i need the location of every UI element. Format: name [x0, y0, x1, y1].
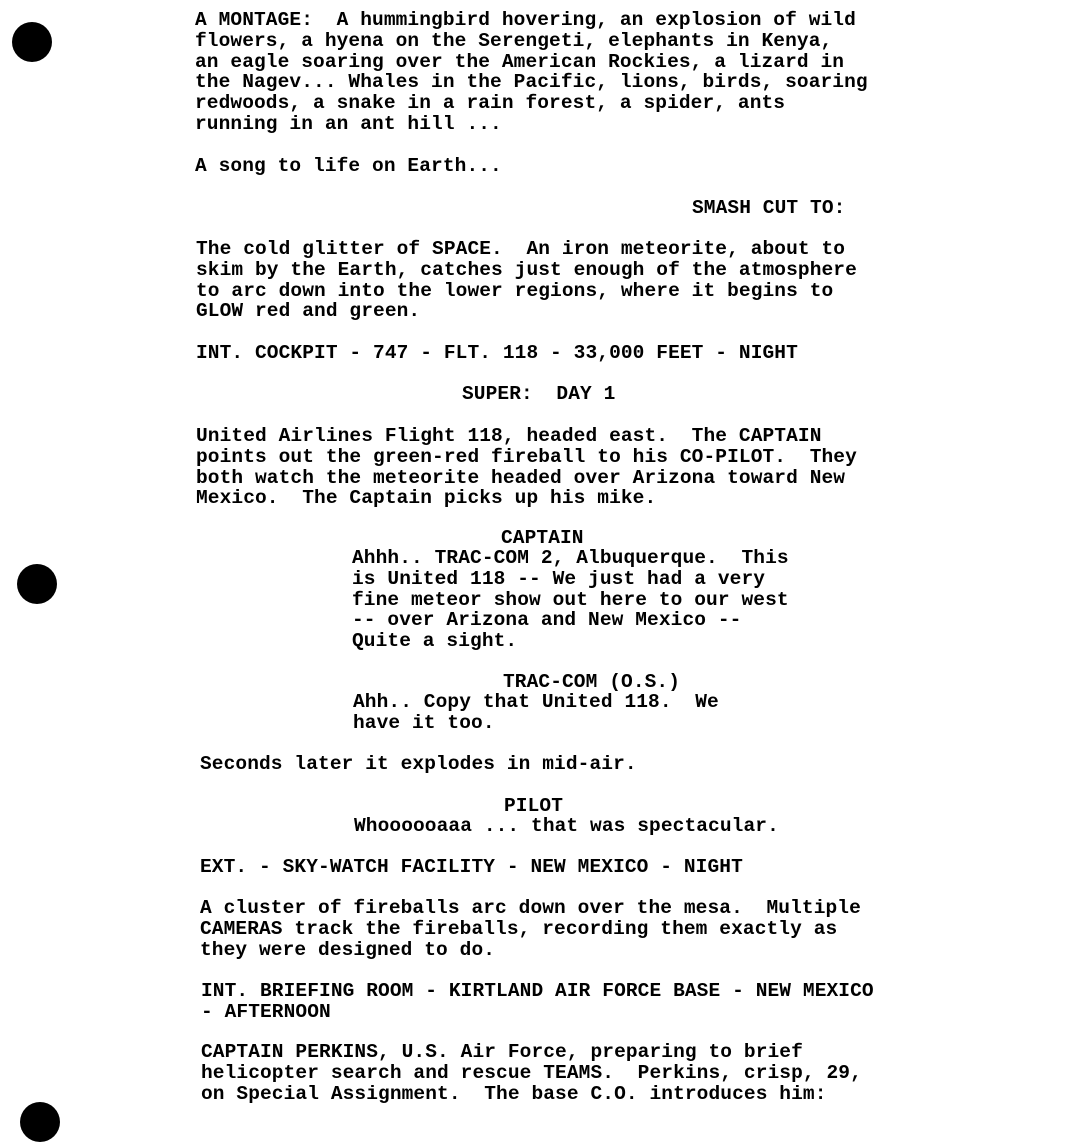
action-space — [196, 239, 857, 322]
dialogue-line: Ahh.. Copy that United 118. We — [353, 691, 719, 713]
action-line: skim by the Earth, catches just enough of the atmosphere — [196, 258, 857, 281]
slugline-line: - AFTERNOON — [201, 1000, 331, 1023]
action-line: helicopter search and rescue TEAMS. Perkins, crisp, 29, — [201, 1061, 862, 1084]
transition: SMASH CUT TO: — [692, 197, 846, 219]
dialogue-line: have it too. — [353, 711, 495, 734]
character-captain: CAPTAIN — [501, 527, 584, 549]
dialogue-line: fine meteor show out here to our west — [352, 588, 789, 611]
action-line: points out the green-red fireball to his CO-PILOT. They — [196, 445, 857, 468]
action-line: The cold glitter of SPACE. An iron meteorite, about to — [196, 238, 846, 260]
dialogue-traccom — [353, 692, 719, 734]
dialogue-line: -- over Arizona and New Mexico -- — [352, 609, 742, 632]
slugline-line: INT. BRIEFING ROOM - KIRTLAND AIR FORCE BASE - NEW MEXICO — [201, 980, 874, 1002]
action-line: on Special Assignment. The base C.O. introduces him: — [201, 1082, 827, 1105]
action-united — [196, 426, 857, 509]
action-line: A MONTAGE: A hummingbird hovering, an explosion of wild — [195, 9, 856, 31]
action-line: flowers, a hyena on the Serengeti, elephants in Kenya, — [195, 29, 833, 52]
action-line: redwoods, a snake in a rain forest, a spider, ants — [195, 92, 786, 115]
dialogue-pilot: Whoooooaaa ... that was spectacular. — [354, 815, 779, 837]
action-perkins — [201, 1042, 862, 1104]
action-line: Mexico. The Captain picks up his mike. — [196, 487, 657, 510]
dialogue-line: Quite a sight. — [352, 630, 518, 653]
action-line: both watch the meteorite headed over Arizona toward New — [196, 466, 846, 489]
punch-hole-middle — [17, 564, 57, 604]
action-line: GLOW red and green. — [196, 300, 421, 323]
action-line: A cluster of fireballs arc down over the mesa. Multiple — [200, 897, 861, 919]
action-line: United Airlines Flight 118, headed east. The CAPTAIN — [196, 425, 822, 447]
punch-hole-bottom — [20, 1102, 60, 1142]
action-montage — [195, 10, 868, 135]
action-line: an eagle soaring over the American Rockies, a lizard in — [195, 50, 845, 73]
slugline-cockpit: INT. COCKPIT - 747 - FLT. 118 - 33,000 FEET - NIGHT — [196, 342, 798, 364]
action-line: CAMERAS track the fireballs, recording them exactly as — [200, 917, 838, 940]
dialogue-line: Ahhh.. TRAC-COM 2, Albuquerque. This — [352, 547, 789, 569]
action-line: they were designed to do. — [200, 938, 496, 961]
super-title: SUPER: DAY 1 — [462, 383, 616, 405]
action-line: CAPTAIN PERKINS, U.S. Air Force, preparing to brief — [201, 1041, 803, 1063]
action-explodes: Seconds later it explodes in mid-air. — [200, 753, 637, 775]
action-line: running in an ant hill ... — [195, 112, 502, 135]
action-line: the Nagev... Whales in the Pacific, lions, birds, soaring — [195, 71, 868, 94]
character-pilot: PILOT — [504, 795, 564, 817]
action-line: to arc down into the lower regions, where it begins to — [196, 279, 834, 302]
dialogue-line: is United 118 -- We just had a very — [352, 567, 766, 590]
action-song: A song to life on Earth... — [195, 155, 502, 177]
slugline-briefing — [201, 981, 874, 1023]
punch-hole-top — [12, 22, 52, 62]
character-traccom: TRAC-COM (O.S.) — [503, 671, 681, 693]
slugline-skywatch: EXT. - SKY-WATCH FACILITY - NEW MEXICO - NIGHT — [200, 856, 743, 878]
action-cluster — [200, 898, 861, 960]
dialogue-captain — [352, 548, 789, 652]
